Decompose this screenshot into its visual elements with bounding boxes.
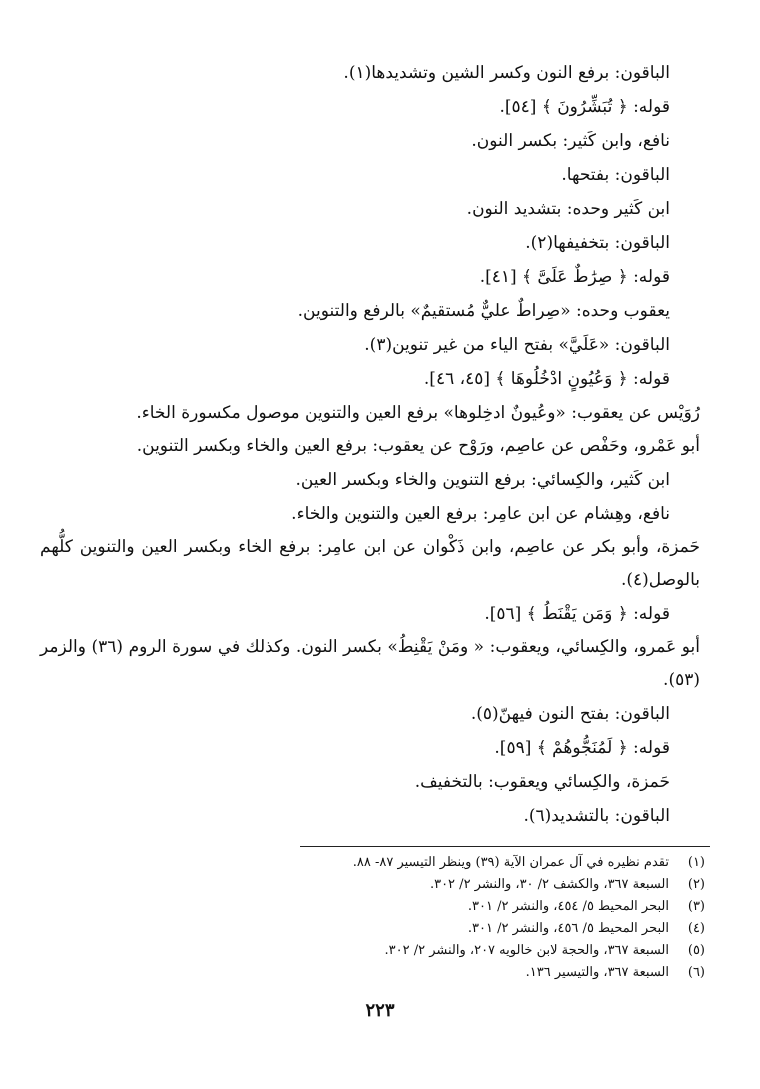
text-line: يعقوب وحده: «صِراطٌ عليٌّ مُستقيمٌ» بالرفع والتنوين. — [297, 301, 670, 321]
footnote-text: تقدم نظيره في آل عمران الآية (٣٩) وينظر التيسير ٨٧- ٨٨. — [352, 855, 669, 870]
text-line: رُوَيْس عن يعقوب: «وعُيونٌ ادخِلوها» برفع العين والتنوين موصول مكسورة الخاء. — [136, 403, 700, 423]
text-line: حَمزة، والكِسائي ويعقوب: بالتخفيف. — [414, 772, 670, 792]
text-line: نافع، وابن كَثير: بكسر النون. — [471, 131, 670, 151]
text-line: الباقون: بفتحها. — [561, 165, 670, 185]
page-number: ٢٢٣ — [365, 1000, 395, 1021]
text-line: ابن كَثير وحده: بتشديد النون. — [466, 199, 670, 219]
text-line: الباقون: «عَلَيَّ» بفتح الياء من غير تنوين(٣). — [364, 335, 670, 355]
footnote-text: البحر المحيط ٥/ ٤٥٤، والنشر ٢/ ٣٠١. — [467, 899, 669, 914]
text-line: الباقون: بالتشديد(٦). — [523, 806, 670, 826]
text-line: حَمزة، وأبو بكر عن عاصِم، وابن ذَكْوان عن ابن عامِر: برفع الخاء وبكسر العين والتنوين كلُّهم بالوصل(٤). — [40, 537, 700, 590]
text-line: ابن كَثير، والكِسائي: برفع التنوين والخاء وبكسر العين. — [295, 470, 670, 490]
footnote-divider — [300, 846, 710, 847]
text-line: قوله: ﴿ وَمَن يَقْنَطُ ﴾ [٥٦]. — [484, 604, 670, 624]
text-line: أبو عَمْرو، وحَفْص عن عاصِم، ورَوْح عن يعقوب: برفع العين والخاء وبكسر التنوين. — [136, 436, 700, 456]
main-text — [40, 56, 700, 833]
footnote-number: (١) — [687, 855, 705, 870]
footnote-text: السبعة ٣٦٧، والتيسير ١٣٦. — [525, 965, 669, 980]
footnote — [40, 962, 705, 984]
footnote-number: (٣) — [687, 899, 705, 914]
text-line: نافع، وهِشام عن ابن عامِر: برفع العين والتنوين والخاء. — [291, 504, 670, 524]
text-line: الباقون: برفع النون وكسر الشين وتشديدها(١). — [343, 63, 670, 83]
text-line: قوله: ﴿ وَعُيُونٍ ادْخُلُوهَا ﴾ [٤٥، ٤٦]. — [423, 369, 670, 389]
text-line: الباقون: بتخفيفها(٢). — [525, 233, 670, 253]
text-line: أبو عَمرو، والكِسائي، ويعقوب: « ومَنْ يَقْنِطُ» بكسر النون. وكذلك في سورة الروم (٣٦) والزمر (٥٣). — [40, 637, 701, 690]
footnote — [40, 918, 705, 940]
footnote — [40, 896, 705, 918]
footnotes — [40, 852, 705, 984]
footnote-number: (٤) — [687, 921, 705, 936]
text-line: قوله: ﴿ تُبَشِّرُونَ ﴾ [٥٤]. — [499, 97, 670, 117]
footnote — [40, 940, 705, 962]
footnote-number: (٦) — [687, 965, 705, 980]
footnote-text: البحر المحيط ٥/ ٤٥٦، والنشر ٢/ ٣٠١. — [467, 921, 669, 936]
footnote-text: السبعة ٣٦٧، والحجة لابن خالويه ٢٠٧، والنشر ٢/ ٣٠٢. — [384, 943, 669, 958]
text-line: قوله: ﴿ لَمُنَجُّوهُمْ ﴾ [٥٩]. — [494, 738, 670, 758]
footnote — [40, 852, 705, 874]
text-line: قوله: ﴿ صِرَٰطٌ عَلَىَّ ﴾ [٤١]. — [479, 267, 670, 287]
footnote — [40, 874, 705, 896]
footnote-number: (٢) — [687, 877, 705, 892]
footnote-number: (٥) — [687, 943, 705, 958]
text-line: الباقون: بفتح النون فيهنّ(٥). — [470, 704, 670, 724]
footnote-text: السبعة ٣٦٧، والكشف ٢/ ٣٠، والنشر ٢/ ٣٠٢. — [429, 877, 669, 892]
